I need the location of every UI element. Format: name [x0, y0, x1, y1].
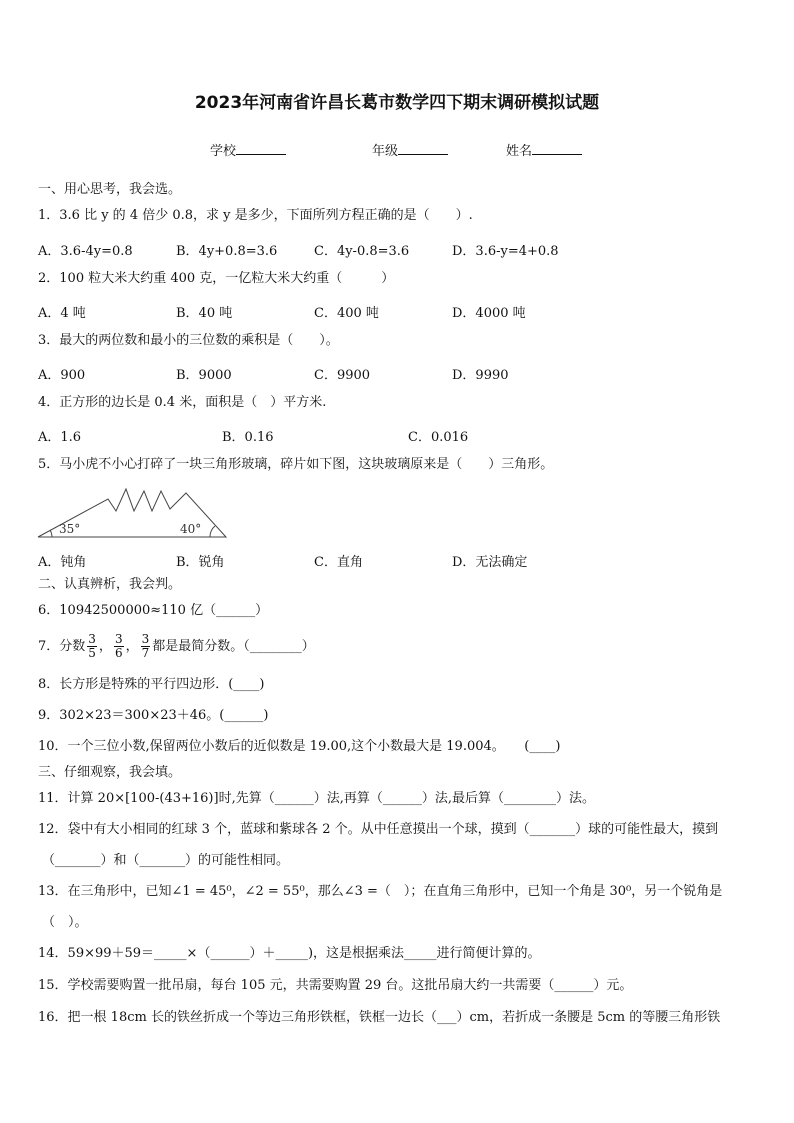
name-blank[interactable] — [532, 142, 582, 155]
q1-option-d: D．3.6-y=4+0.8 — [452, 244, 559, 259]
fraction-denominator: 5 — [88, 646, 96, 660]
q5-option-b: B．锐角 — [176, 555, 225, 570]
q5-option-a: A．钝角 — [38, 555, 87, 570]
grade-blank[interactable] — [398, 142, 448, 155]
q1-option-c: C．4y-0.8=3.6 — [314, 244, 410, 259]
school-field — [210, 140, 286, 159]
q4-option-c: C．0.016 — [408, 430, 469, 445]
fraction-3-7 — [141, 633, 151, 660]
q3-option-a: A．900 — [38, 368, 86, 383]
section-heading-1: 一、用心思考，我会选。 — [38, 182, 182, 197]
school-label: 学校 — [210, 144, 237, 159]
q3-option-c: C．9900 — [314, 368, 371, 383]
fraction-numerator: 3 — [114, 632, 123, 646]
question-9: 9．302×23＝300×23＋46。(______) — [38, 708, 269, 723]
question-16: 16．把一根 18cm 长的铁丝折成一个等边三角形铁框，铁框一边长（___）cm，若折成一条腰是 5cm 的等腰三角形铁 — [38, 1010, 721, 1025]
q7-suffix: 都是最简分数。（________） — [152, 639, 315, 654]
q4-option-a: A．1.6 — [38, 430, 82, 445]
q5-option-d: D．无法确定 — [452, 555, 528, 570]
question-6: 6．10942500000≈110 亿（______） — [38, 603, 269, 618]
fraction-denominator: 6 — [114, 646, 123, 660]
question-7 — [38, 630, 315, 664]
question-4: 4．正方形的边长是 0.4 米，面积是（ ）平方米. — [38, 395, 327, 410]
question-10: 10．一个三位小数,保留两位小数后的近似数是 19.00,这个小数最大是 19.004。 (____) — [38, 739, 561, 754]
q7-prefix: 7．分数 — [38, 639, 86, 654]
section-heading-3: 三、仔细观察，我会填。 — [38, 765, 182, 780]
question-12-line-2: （_______）和（_______）的可能性相同。 — [42, 853, 290, 868]
question-13-line-2: （ ）。 — [42, 915, 88, 930]
name-label: 姓名 — [506, 144, 533, 159]
q2-option-a: A．4 吨 — [38, 306, 86, 321]
school-blank[interactable] — [236, 142, 286, 155]
q7-separator: ， — [125, 639, 139, 654]
section-heading-2: 二、认真辨析，我会判。 — [38, 577, 182, 592]
question-12-line-1: 12．袋中有大小相同的红球 3 个，蓝球和紫球各 2 个。从中任意摸出一个球，摸到（_______）球的可能性最大，摸到 — [38, 822, 719, 837]
name-field — [506, 140, 582, 159]
right-angle-arc — [210, 526, 215, 537]
q2-option-d: D．4000 吨 — [452, 306, 526, 321]
q2-option-b: B．40 吨 — [176, 306, 233, 321]
q2-option-c: C．400 吨 — [314, 306, 379, 321]
left-angle-label: 35° — [59, 522, 81, 536]
question-13-line-1: 13．在三角形中，已知∠1 = 45⁰，∠2 = 55⁰，那么∠3 =（ ）；在直角三角形中，已知一个角是 30⁰，另一个锐角是 — [38, 884, 723, 899]
q3-option-b: B．9000 — [176, 368, 232, 383]
right-angle-label: 40° — [180, 522, 202, 536]
q4-option-b: B．0.16 — [222, 430, 274, 445]
q1-option-b: B．4y+0.8=3.6 — [176, 244, 278, 259]
question-8: 8．长方形是特殊的平行四边形．(____) — [38, 677, 265, 692]
question-2: 2．100 粒大米大约重 400 克，一亿粒大米大约重（ ） — [38, 271, 395, 286]
fraction-numerator: 3 — [141, 632, 150, 646]
question-5: 5．马小虎不小心打碎了一块三角形玻璃，碎片如下图，这块玻璃原来是（ ）三角形。 — [38, 457, 554, 472]
question-15: 15．学校需要购置一批吊扇，每台 105 元，共需要购置 29 台。这批吊扇大约一共需要（______）元。 — [38, 978, 633, 993]
question-1: 1．3.6 比 y 的 4 倍少 0.8，求 y 是多少，下面所列方程正确的是（ ）. — [38, 208, 473, 223]
fraction-numerator: 3 — [88, 632, 96, 646]
q1-option-a: A．3.6-4y=0.8 — [38, 244, 133, 259]
question-3: 3．最大的两位数和最小的三位数的乘积是（ ）。 — [38, 333, 339, 348]
q5-option-c: C．直角 — [314, 555, 363, 570]
question-14: 14．59×99＋59＝_____×（______）＋_____)，这是根据乘法_____进行简便计算的。 — [38, 946, 541, 961]
fraction-denominator: 7 — [141, 646, 150, 660]
page-title: 2023年河南省许昌长葛市数学四下期末调研模拟试题 — [194, 93, 600, 113]
left-angle-arc — [50, 530, 52, 537]
q3-option-d: D．9990 — [452, 368, 509, 383]
question-11: 11．计算 20×[100-(43+16)]时,先算（______）法,再算（______）法,最后算（________）法。 — [38, 791, 595, 806]
q7-separator: ， — [98, 639, 112, 654]
broken-glass-figure — [36, 482, 228, 540]
grade-label: 年级 — [372, 144, 399, 159]
fraction-3-6 — [114, 633, 124, 660]
fraction-3-5 — [87, 633, 97, 660]
grade-field — [372, 140, 448, 159]
